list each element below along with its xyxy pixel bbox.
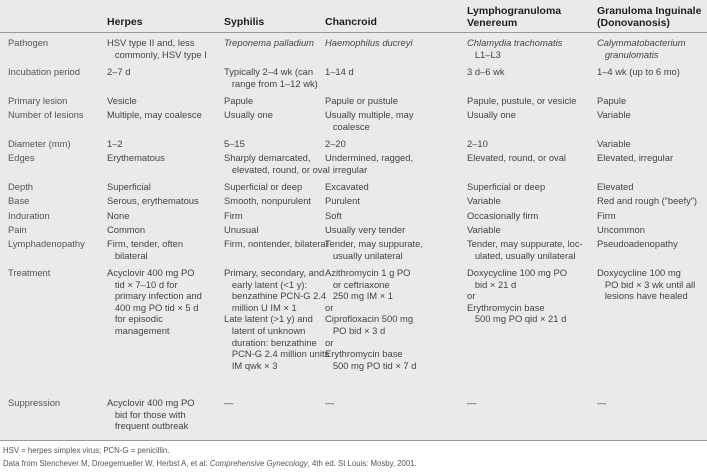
cell-herpes-induration: None [107, 210, 130, 221]
cell-chancroid-diameter: 2–20 [325, 138, 346, 149]
cell-chancroid-number: Usually multiple, may coalesce [325, 109, 414, 132]
row-label: Edges [8, 152, 35, 163]
cell-herpes-edges: Erythematous [107, 152, 165, 163]
cell-syphilis-pain: Unusual [224, 224, 259, 235]
source-suffix: , 4th ed. St Louis: Mosby, 2001. [307, 459, 417, 468]
cell-chancroid-base: Purulent [325, 195, 360, 206]
cell-syphilis-depth: Superficial or deep [224, 181, 303, 192]
cell-granuloma-pathogen: Calymmatobacterium granulomatis [597, 37, 686, 60]
cell-lgv-depth: Superficial or deep [467, 181, 546, 192]
row-label: Depth [8, 181, 34, 192]
column-header-lgv: Lymphogranuloma Venereum [467, 5, 562, 29]
row-label: Pathogen [8, 37, 49, 48]
cell-herpes-number: Multiple, may coalesce [107, 109, 202, 120]
cell-herpes-suppression: Acyclovir 400 mg PO bid for those with frequent outbreak [107, 397, 195, 432]
row-label: Suppression [8, 397, 61, 408]
cell-syphilis-lesion: Papule [224, 95, 254, 106]
row-label: Treatment [8, 267, 51, 278]
cell-lgv-diameter: 2–10 [467, 138, 488, 149]
cell-granuloma-diameter: Variable [597, 138, 631, 149]
source-title: Comprehensive Gynecology [209, 459, 308, 468]
cell-herpes-treatment: Acyclovir 400 mg PO tid × 7–10 d for primary infection and 400 mg PO tid × 5 d for episodic management [107, 267, 202, 336]
cell-syphilis-lymph: Firm, nontender, bilateral [224, 238, 328, 249]
cell-chancroid-edges: Undermined, ragged, irregular [325, 152, 414, 175]
source-footnote [3, 459, 417, 469]
cell-syphilis-pathogen: Treponema palladium [224, 37, 314, 48]
cell-lgv-incubation: 3 d–6 wk [467, 66, 505, 77]
cell-syphilis-edges: Sharply demarcated, elevated, round, or oval [224, 152, 330, 175]
cell-herpes-pathogen: HSV type II and, less commonly, HSV type I [107, 37, 207, 60]
cell-lgv-treatment: Doxycycline 100 mg PO bid × 21 d or Erythromycin base 500 mg PO qid × 21 d [467, 267, 568, 325]
cell-chancroid-induration: Soft [325, 210, 342, 221]
cell-granuloma-base: Red and rough (“beefy”) [597, 195, 698, 206]
column-header-chancroid: Chancroid [325, 16, 377, 28]
row-label: Number of lesions [8, 109, 84, 120]
cell-syphilis-base: Smooth, nonpurulent [224, 195, 312, 206]
source-prefix: Data from Stenchever M, Droegemueller W, Herbst A, et al: [3, 459, 210, 468]
cell-syphilis-induration: Firm [224, 210, 243, 221]
cell-chancroid-lesion: Papule or pustule [325, 95, 398, 106]
cell-granuloma-depth: Elevated [597, 181, 634, 192]
cell-chancroid-depth: Excavated [325, 181, 369, 192]
cell-herpes-base: Serous, erythematous [107, 195, 199, 206]
cell-lgv-base: Variable [467, 195, 501, 206]
cell-granuloma-suppression: — [597, 397, 607, 408]
cell-lgv-edges: Elevated, round, or oval [467, 152, 567, 163]
row-label: Base [8, 195, 30, 206]
cell-lgv-lymph: Tender, may suppurate, loc- ulated, usually unilateral [467, 238, 583, 261]
cell-syphilis-treatment: Primary, secondary, and early latent (<1 y): benzathine PCN-G 2.4 million U IM × 1 Late latent (>1 y) and latent of unknown duration: benzathine PCN-G 2.4 million units IM qwk × 3 [224, 267, 330, 371]
cell-lgv-induration: Occasionally firm [467, 210, 539, 221]
column-header-granuloma: Granuloma Inguinale (Donovanosis) [597, 5, 702, 29]
cell-chancroid-treatment: Azithromycin 1 g PO or ceftriaxone 250 mg IM × 1 or Ciprofloxacin 500 mg PO bid × 3 d or Erythromycin base 500 mg PO tid × 7 d [325, 267, 417, 371]
cell-granuloma-induration: Firm [597, 210, 616, 221]
cell-chancroid-lymph: Tender, may suppurate, usually unilateral [325, 238, 423, 261]
footer-rule [0, 440, 707, 441]
cell-lgv-pathogen: Chlamydia trachomatis L1–L3 [467, 37, 563, 60]
cell-granuloma-edges: Elevated, irregular [597, 152, 674, 163]
cell-chancroid-incubation: 1–14 d [325, 66, 354, 77]
cell-chancroid-pain: Usually very tender [325, 224, 406, 235]
cell-syphilis-suppression: — [224, 397, 234, 408]
cell-granuloma-pain: Uncommon [597, 224, 645, 235]
abbreviation-footnote: HSV = herpes simplex virus; PCN-G = penicillin. [3, 446, 170, 455]
column-header-herpes: Herpes [107, 16, 143, 28]
cell-granuloma-incubation: 1–4 wk (up to 6 mo) [597, 66, 680, 77]
row-label: Primary lesion [8, 95, 68, 106]
cell-herpes-lymph: Firm, tender, often bilateral [107, 238, 184, 261]
cell-lgv-number: Usually one [467, 109, 516, 120]
cell-granuloma-lesion: Papule [597, 95, 627, 106]
cell-lgv-pain: Variable [467, 224, 501, 235]
row-label: Diameter (mm) [8, 138, 71, 149]
cell-herpes-lesion: Vesicle [107, 95, 137, 106]
cell-chancroid-suppression: — [325, 397, 335, 408]
cell-granuloma-lymph: Pseudoadenopathy [597, 238, 678, 249]
row-label: Pain [8, 224, 27, 235]
row-label: Incubation period [8, 66, 80, 77]
cell-lgv-suppression: — [467, 397, 477, 408]
cell-lgv-lesion: Papule, pustule, or vesicle [467, 95, 577, 106]
cell-syphilis-incubation: Typically 2–4 wk (can range from 1–12 wk) [224, 66, 318, 89]
cell-granuloma-treatment: Doxycycline 100 mg PO bid × 3 wk until all lesions have healed [597, 267, 696, 302]
cell-herpes-pain: Common [107, 224, 146, 235]
column-header-syphilis: Syphilis [224, 16, 265, 28]
row-label: Lymphadenopathy [8, 238, 85, 249]
header-rule [0, 32, 707, 33]
cell-chancroid-pathogen: Haemophilus ducreyi [325, 37, 413, 48]
cell-herpes-diameter: 1–2 [107, 138, 123, 149]
cell-herpes-incubation: 2–7 d [107, 66, 131, 77]
cell-herpes-depth: Superficial [107, 181, 151, 192]
cell-syphilis-number: Usually one [224, 109, 273, 120]
cell-syphilis-diameter: 5–15 [224, 138, 245, 149]
row-label: Induration [8, 210, 50, 221]
cell-granuloma-number: Variable [597, 109, 631, 120]
